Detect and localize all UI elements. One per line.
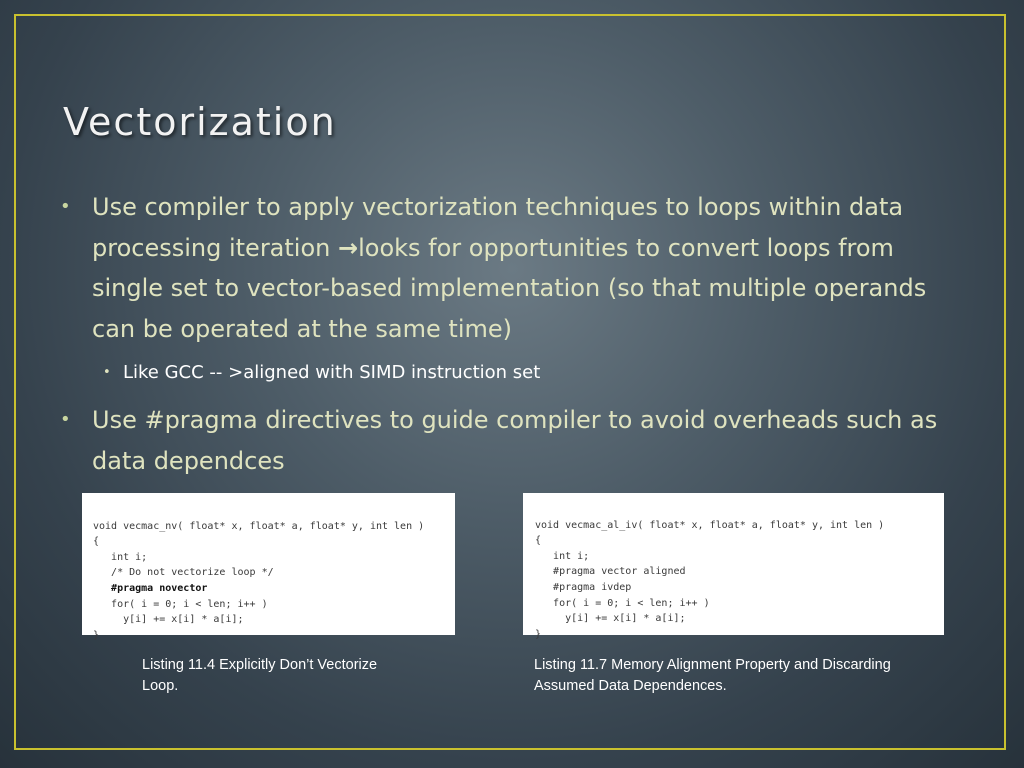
code-line: for( i = 0; i < len; i++ ) [93,598,268,610]
code-line: int i; [535,550,590,562]
code-line: y[i] += x[i] * a[i]; [93,614,244,626]
code-line: int i; [93,551,148,563]
bullet-dot-icon: • [60,409,71,430]
code-line: { [535,535,542,547]
code-line: void vecmac_nv( float* x, float* a, float* y, int len ) [93,520,425,532]
bullet1-text-b: looks for opportunities to convert loops from single set to vector-based implementation (so that multiple operands can be operated at the same time) [92,233,927,343]
code-line-pragma: #pragma vector aligned [535,566,686,578]
code-line: } [535,628,542,640]
sub-bullet-gcc [103,360,541,386]
code-line: { [93,536,100,548]
code-line: y[i] += x[i] * a[i]; [535,613,686,625]
code-line-pragma: #pragma novector [93,582,208,594]
listing-caption-11-4: Listing 11.4 Explicitly Don’t Vectorize Loop. [142,657,378,694]
bullet-dot-icon: • [60,196,71,217]
sub-bullet-dot-icon: • [103,365,111,380]
code-line: } [93,629,100,641]
bullet1-text-a: Use compiler to apply vectorization techniques to loops within data processing iteration [92,193,904,262]
bullet-pragma-directives [60,400,972,481]
code-line: for( i = 0; i < len; i++ ) [535,597,710,609]
bullet-compiler-vectorization [60,187,952,349]
sub-bullet-text: Like GCC -- >aligned with SIMD instruction set [123,362,541,383]
code-line-pragma: #pragma ivdep [535,581,632,593]
code-line: void vecmac_al_iv( float* x, float* a, float* y, int len ) [535,519,885,531]
slide-title: Vectorization [63,100,337,144]
code-listing-aligned-ivdep [523,493,944,640]
code-listing-novector [82,493,455,641]
right-arrow-icon: → [338,233,359,262]
bullet2-text: Use #pragma directives to guide compiler to avoid overheads such as data dependces [92,406,938,475]
code-line: /* Do not vectorize loop */ [93,567,274,579]
listing-caption-11-7: Listing 11.7 Memory Alignment Property and Discarding Assumed Data Dependences. [534,657,891,694]
